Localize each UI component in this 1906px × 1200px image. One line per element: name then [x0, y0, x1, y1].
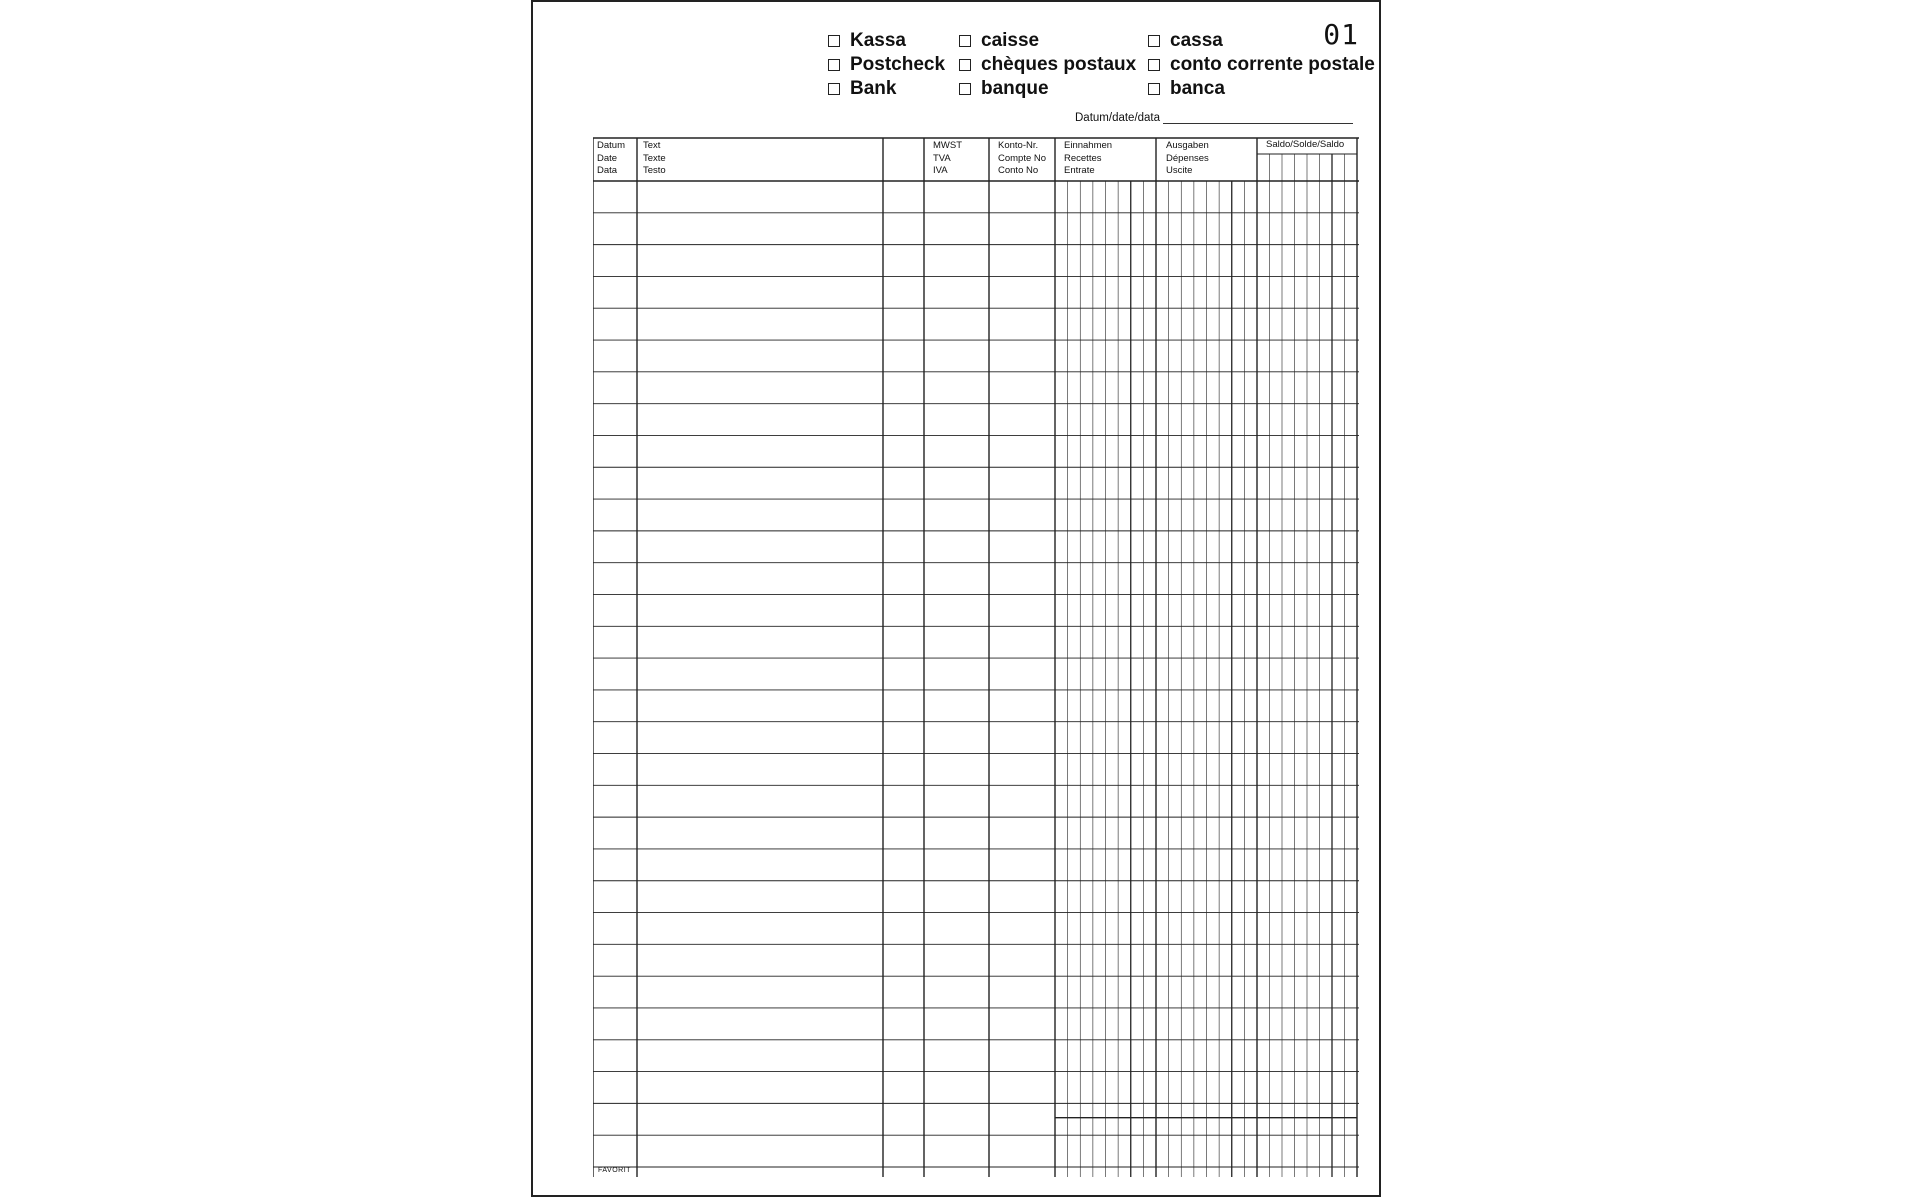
header-line: Compte No — [998, 152, 1047, 164]
brand-mark: FAVORIT — [598, 1167, 631, 1174]
checkbox-icon[interactable] — [959, 59, 971, 71]
date-field — [1075, 112, 1353, 124]
header-line: Ausgaben — [1166, 140, 1209, 151]
option-cassa[interactable] — [1148, 30, 1223, 52]
ledger-table — [593, 137, 1359, 1177]
column-header-datum — [597, 140, 625, 178]
header-line: Uscite — [1166, 165, 1193, 176]
option-label: conto corrente postale — [1170, 54, 1375, 75]
option-banque[interactable] — [959, 78, 1049, 100]
option-banca[interactable] — [1148, 78, 1225, 100]
checkbox-icon[interactable] — [1148, 35, 1160, 47]
column-header-einnahmen — [1064, 140, 1112, 178]
option-cheques-postaux[interactable] — [959, 54, 1136, 76]
ledger-grid — [593, 137, 1359, 1177]
column-header-text — [643, 140, 666, 178]
checkbox-icon[interactable] — [959, 35, 971, 47]
date-input-line[interactable] — [1163, 112, 1353, 124]
header-line: Data — [597, 165, 618, 176]
header-line: IVA — [933, 165, 948, 176]
option-label: banque — [981, 78, 1049, 99]
option-kassa[interactable] — [828, 30, 906, 52]
header-line: Dépenses — [1166, 152, 1209, 164]
checkbox-icon[interactable] — [959, 83, 971, 95]
header-line: Datum — [597, 140, 625, 151]
header-line: Text — [643, 140, 661, 151]
checkbox-icon[interactable] — [828, 83, 840, 95]
option-postcheck[interactable] — [828, 54, 945, 76]
form-number: 01 — [1323, 18, 1359, 51]
option-label: chèques postaux — [981, 54, 1137, 75]
option-label: banca — [1170, 78, 1225, 99]
option-conto-corrente-postale[interactable] — [1148, 54, 1375, 76]
option-bank[interactable] — [828, 78, 896, 100]
option-label: caisse — [981, 30, 1040, 51]
header-line: Recettes — [1064, 152, 1102, 164]
date-label: Datum/date/data — [1075, 112, 1161, 124]
header-line: MWST — [933, 140, 963, 151]
checkbox-icon[interactable] — [828, 35, 840, 47]
header-line: Einnahmen — [1064, 140, 1113, 151]
option-label: Bank — [850, 78, 897, 99]
ledger-sheet — [531, 0, 1381, 1197]
option-label: Postcheck — [850, 54, 946, 75]
checkbox-icon[interactable] — [1148, 59, 1160, 71]
checkbox-icon[interactable] — [828, 59, 840, 71]
header-line: Testo — [643, 165, 666, 176]
option-caisse[interactable] — [959, 30, 1039, 52]
checkbox-icon[interactable] — [1148, 83, 1160, 95]
column-header-mwst — [933, 140, 962, 178]
header-line: Conto No — [998, 165, 1039, 176]
column-header-konto — [998, 140, 1046, 178]
column-header-saldo: Saldo/Solde/Saldo — [1266, 139, 1345, 150]
header-line: Konto-Nr. — [998, 140, 1039, 151]
header-line: Texte — [643, 152, 666, 164]
column-header-ausgaben — [1166, 140, 1209, 178]
header-line: TVA — [933, 152, 951, 164]
option-label: cassa — [1170, 30, 1223, 51]
option-label: Kassa — [850, 30, 906, 51]
header-line: Date — [597, 152, 618, 164]
header-line: Entrate — [1064, 165, 1095, 176]
